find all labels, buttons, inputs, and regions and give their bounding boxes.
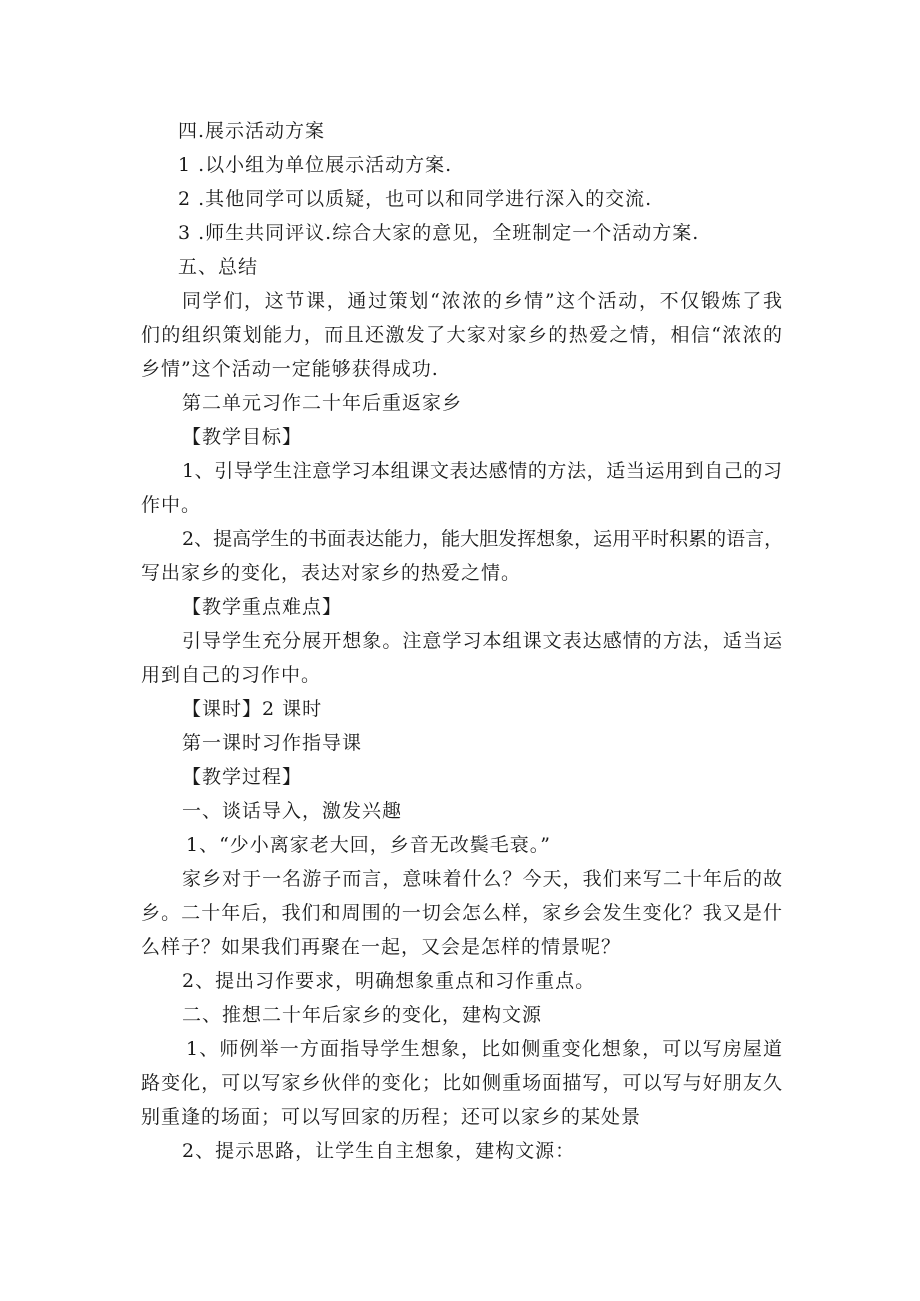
paragraph-line: 一、谈话导入，激发兴趣 <box>182 800 403 822</box>
paragraph-line: 乡。二十年后，我们和周围的一切会怎么样，家乡会发生变化？我又是什 <box>141 902 782 924</box>
paragraph-line: 1、师例举一方面指导学生想象，比如侧重变化想象，可以写房屋道 <box>186 1038 782 1060</box>
paragraph-line: 们的组织策划能力，而且还激发了大家对家乡的热爱之情，相信“浓浓的 <box>141 324 782 346</box>
paragraph-line: 1 .以小组为单位展示活动方案. <box>178 154 453 176</box>
paragraph-line: 路变化，可以写家乡伙伴的变化；比如侧重场面描写，可以写与好朋友久 <box>141 1072 782 1094</box>
paragraph-line: 作中。 <box>141 494 202 516</box>
lesson-title: 第一课时习作指导课 <box>182 732 363 754</box>
paragraph-line: 2、提示思路，让学生自主想象，建构文源： <box>182 1140 576 1162</box>
paragraph-line: 引导学生充分展开想象。注意学习本组课文表达感情的方法，适当运 <box>182 630 782 652</box>
paragraph-line: 写出家乡的变化，表达对家乡的热爱之情。 <box>141 562 522 584</box>
section-heading-five: 五、总结 <box>178 256 259 278</box>
paragraph-line: 别重逢的场面；可以写回家的历程；还可以家乡的某处景 <box>141 1106 642 1128</box>
paragraph-line: 二、推想二十年后家乡的变化，建构文源 <box>182 1004 543 1026</box>
paragraph-line: 3 .师生共同评议.综合大家的意见，全班制定一个活动方案. <box>178 222 700 244</box>
paragraph-line: 么样子？如果我们再聚在一起，又会是怎样的情景呢？ <box>141 936 622 958</box>
paragraph-line: 同学们，这节课，通过策划“浓浓的乡情”这个活动，不仅锻炼了我 <box>182 290 782 312</box>
unit-title: 第二单元习作二十年后重返家乡 <box>182 392 463 414</box>
paragraph-line: 2、提出习作要求，明确想象重点和习作重点。 <box>182 970 596 992</box>
section-heading: 【课时】2 课时 <box>182 698 323 720</box>
section-heading: 【教学目标】 <box>182 426 303 448</box>
paragraph-line: 用到自己的习作中。 <box>141 664 322 686</box>
paragraph-line: 1、引导学生注意学习本组课文表达感情的方法，适当运用到自己的习 <box>182 460 782 482</box>
section-heading: 【教学过程】 <box>182 766 303 788</box>
paragraph-line: 1、“少小离家老大回，乡音无改鬓毛衰。” <box>186 834 552 856</box>
section-heading-four: 四.展示活动方案 <box>178 120 326 142</box>
section-heading: 【教学重点难点】 <box>182 596 343 618</box>
paragraph-line: 乡情”这个活动一定能够获得成功. <box>141 358 439 380</box>
paragraph-line: 家乡对于一名游子而言，意味着什么？今天，我们来写二十年后的故 <box>182 868 782 890</box>
paragraph-line: 2 .其他同学可以质疑，也可以和同学进行深入的交流. <box>178 188 653 210</box>
paragraph-line: 2、提高学生的书面表达能力，能大胆发挥想象，运用平时积累的语言， <box>182 528 784 550</box>
